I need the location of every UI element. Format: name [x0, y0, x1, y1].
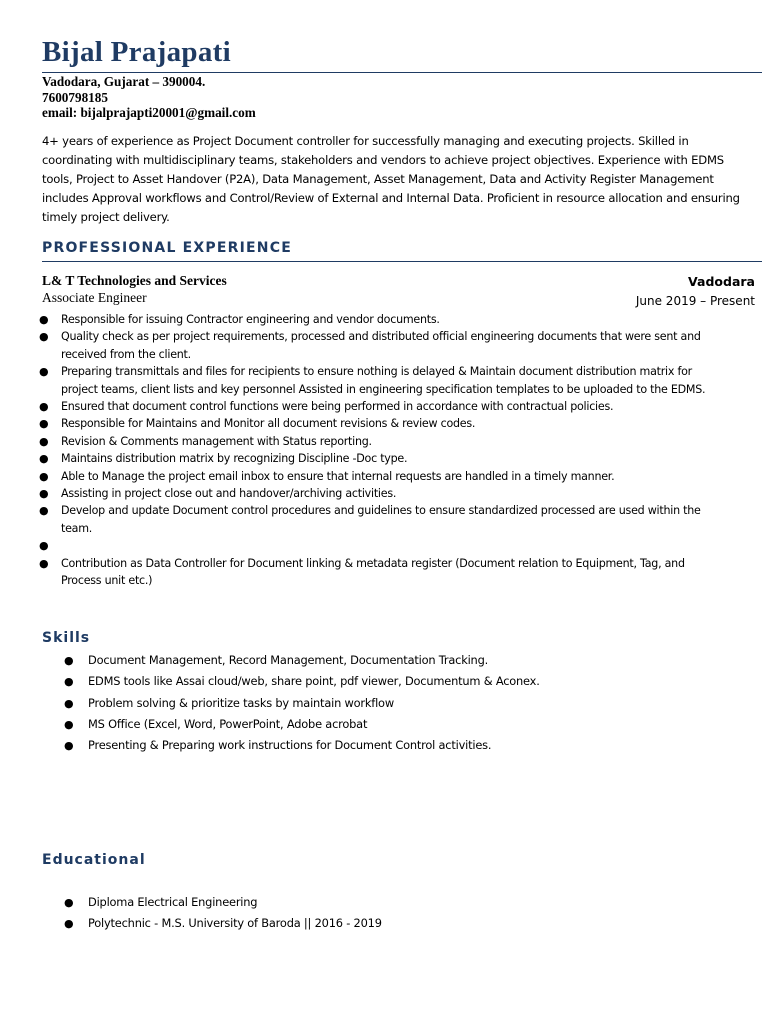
bullet-icon: ● [39, 365, 49, 379]
list-item: ● Diploma Electrical Engineering [88, 892, 728, 913]
education-heading: Educational [42, 852, 146, 868]
list-item: ● Quality check as per project requirements, processed and distributed official engineering documents that were sent and received from the client. [39, 330, 701, 361]
list-item: ● Develop and update Document control procedures and guidelines to ensure standardized processed are used within the team. [39, 504, 701, 535]
list-item: ● Assisting in project close out and handover/archiving activities. [61, 485, 721, 502]
bullet-icon: ● [39, 400, 49, 414]
bullet-icon: ● [64, 696, 74, 710]
list-item: ● Responsible for issuing Contractor engineering and vendor documents. [61, 311, 721, 328]
bullet-icon: ● [39, 417, 49, 431]
contact-block [42, 74, 256, 121]
responsibilities-list [39, 311, 721, 589]
list-item: ● Ensured that document control functions were being performed in accordance with contractual policies. [61, 398, 721, 415]
job-location: Vadodara [688, 274, 755, 289]
phone: 7600798185 [42, 89, 108, 105]
bullet-icon: ● [64, 896, 74, 909]
bullet-icon: ● [64, 675, 74, 689]
skills-list [64, 650, 728, 756]
email: email: bijalprajapti20001@gmail.com [42, 105, 256, 120]
job-dates: June 2019 – Present [635, 294, 755, 308]
list-item [39, 537, 721, 554]
experience-divider [42, 261, 762, 262]
address: Vadodara, Gujarat – 390004. [42, 74, 206, 89]
bullet-icon: ● [39, 469, 49, 483]
bullet-icon: ● [64, 717, 74, 731]
list-item: ● Responsible for Maintains and Monitor all document revisions & review codes. [61, 415, 721, 432]
summary-paragraph: 4+ years of experience as Project Document controller for successfully managing and executing projects. Skilled in coordinating with multidisciplinary teams, stakeholders and vendors to achieve project objectives. Experience with EDMS tools, Project to Asset Handover (P2A), Data Management, Asset Management, Data and Activity Register Management includes Approval workflows and Control/Review of External and Internal Data. Proficient in resource allocation and ensuring timely project delivery. [42, 134, 740, 224]
list-item: ● Able to Manage the project email inbox to ensure that internal requests are handled in a timely manner. [61, 468, 721, 485]
bullet-icon: ● [39, 539, 49, 553]
list-item: ● Document Management, Record Management, Documentation Tracking. [88, 650, 728, 671]
list-item: ● Preparing transmittals and files for recipients to ensure nothing is delayed & Maintain document distribution matrix for project teams, client lists and key personnel Assisted in engineering specification templates to be uploaded to the EDMS. [39, 365, 706, 396]
skills-heading: Skills [42, 630, 91, 646]
bullet-icon: ● [39, 434, 49, 448]
list-item: ● EDMS tools like Assai cloud/web, share point, pdf viewer, Documentum & Aconex. [88, 671, 728, 692]
bullet-icon: ● [39, 330, 49, 344]
bullet-icon: ● [64, 917, 74, 931]
bullet-icon: ● [39, 556, 49, 570]
list-item: ● Revision & Comments management with Status reporting. [61, 433, 721, 450]
job-role: Associate Engineer [42, 290, 147, 305]
list-item: ● Polytechnic - M.S. University of Baroda || 2016 - 2019 [88, 913, 728, 934]
list-item: ● Problem solving & prioritize tasks by maintain workflow [88, 693, 728, 714]
candidate-name: Bijal Prajapati [42, 36, 231, 68]
bullet-icon: ● [64, 739, 74, 753]
bullet-icon: ● [39, 487, 49, 501]
list-item: ● Presenting & Preparing work instructions for Document Control activities. [88, 735, 728, 756]
header-divider [42, 72, 762, 73]
education-list [64, 892, 728, 935]
bullet-icon: ● [39, 452, 49, 466]
list-item: ● MS Office (Excel, Word, PowerPoint, Adobe acrobat [88, 714, 728, 735]
bullet-icon: ● [64, 654, 74, 667]
list-item: ● Contribution as Data Controller for Document linking & metadata register (Document relation to Equipment, Tag, and Process unit etc.) [39, 556, 685, 588]
company-name: L& T Technologies and Services [42, 273, 227, 288]
bullet-icon: ● [39, 504, 49, 518]
list-item: ● Maintains distribution matrix by recognizing Discipline -Doc type. [61, 450, 721, 467]
bullet-icon: ● [39, 313, 49, 326]
experience-heading: PROFESSIONAL EXPERIENCE [42, 240, 292, 256]
